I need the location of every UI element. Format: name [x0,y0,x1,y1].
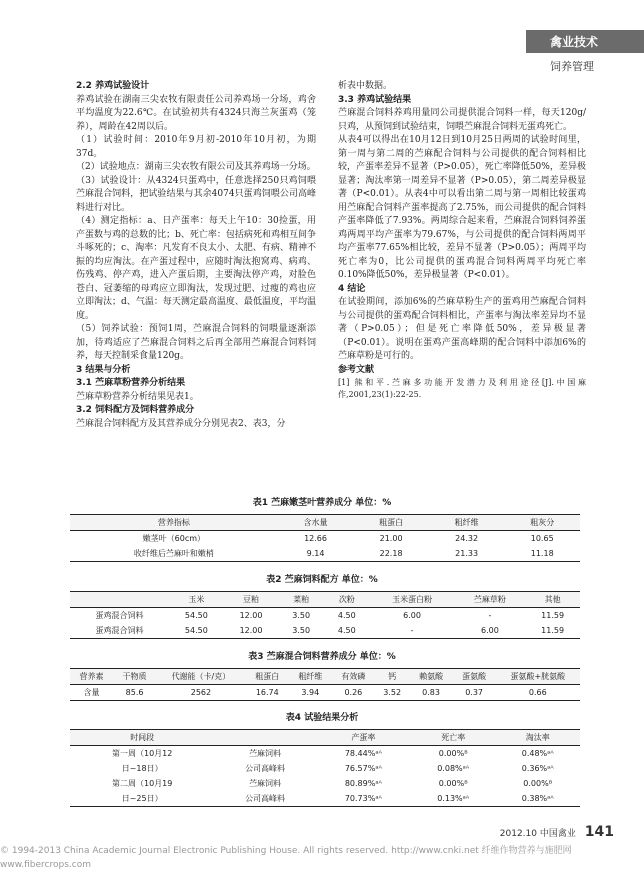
table-cell: 22.18 [353,546,429,562]
table-cell: 日~18日） [121,763,163,773]
table-header-cell: 死亡率 [411,730,495,746]
right-column-heading: 3.3 养鸡试验结果 [338,94,412,105]
left-column-heading: 3.2 饲料配方及饲料营养成分 [76,405,195,415]
table-cell: 0.08%ᵃᴬ [437,763,470,773]
table-header-cell: 苎麻草粉 [455,592,526,608]
table-header-cell: 营养素 [70,669,113,685]
table-cell: 公司高峰料 [245,763,286,773]
table-cell: 3.52 [375,685,410,701]
table-cell: 21.00 [379,533,403,543]
table-header-cell: 蛋氨酸+胱氨酸 [496,669,580,685]
table-header-cell: 粗蛋白 [246,669,289,685]
right-column-paragraph: 在试验期间，添加6%的苎麻草粉生产的蛋鸡用苎麻配合饲料与公司提供的蛋鸡配合饲料相比，产蛋率与淘汰率差异均不显著（P>0.05）；但是死亡率降低50%，差异极显著（P<0.01）。说明在蛋鸡产蛋高峰期的配合饲料中添加6%的苎麻草粉是可行的。 [338,297,586,361]
table-header-cell: 营养指标 [70,515,278,531]
left-column-paragraph: （1）试验时间：2010年9月初-2010年10月初，为期37d。 [76,135,316,159]
table-cell: 3.50 [292,610,311,620]
table-header-cell: 干物质 [113,669,156,685]
right-column [338,80,586,401]
table-cell: 苎麻饲料 [249,778,282,788]
table-cell: - [488,610,492,620]
left-column-paragraph: （3）试验设计：从4324只蛋鸡中，任意选择250只鸡饲喂苎麻混合饲料，把试验结果与其余4074只蛋鸡饲喂公司高峰料进行对比。 [76,175,316,213]
table-header-cell: 钙 [375,669,410,685]
table-cell: 0.00%ᴮ [523,778,553,788]
table-header-cell: 粗灰分 [504,515,580,531]
table-cell: 4.50 [337,610,356,620]
table-cell: 0.83 [410,685,453,701]
table-row [70,776,580,791]
journal-name: 中国禽业 [539,829,576,839]
table-cell: 78.44%ᵃᴬ [344,748,382,758]
table-cell: 9.14 [278,546,354,562]
table-cell: 蛋鸡混合饲料 [70,623,169,639]
table-cell: 12.00 [224,623,279,639]
table-cell: 24.32 [455,533,479,543]
table-row [70,608,580,624]
table-header-cell: 蛋氨酸 [453,669,496,685]
table-header-cell: 粗纤维 [429,515,505,531]
table-cell: 80.89%ᵃᴬ [344,778,382,788]
table-row [70,746,580,762]
table-header-cell: 粗蛋白 [353,515,429,531]
table-cell: 21.33 [429,546,505,562]
table-cell: 嫩茎叶（60cm） [142,533,206,543]
table-header-cell: 时间段 [70,730,214,746]
table-cell: 0.13%ᵃᴬ [411,791,495,807]
table4-title: 表4 试验结果分析 [285,713,359,723]
issue-date: 2012.10 [499,829,537,839]
table-cell: 16.74 [246,685,289,701]
table-cell: 4.50 [324,623,370,639]
table-row [70,685,580,701]
table-cell: 12.00 [239,610,263,620]
table-cell: 苎麻饲料 [249,748,282,758]
table-header-cell: 玉米蛋白粉 [370,592,455,608]
table3 [70,668,580,701]
table1 [70,514,580,562]
table-cell: 收纤维后苎麻叶和嫩梢 [70,546,278,562]
table-cell: 0.00%ᴮ [438,778,468,788]
page-number: 141 [584,824,614,840]
table-cell: 0.37 [453,685,496,701]
table-cell: - [370,623,455,639]
table-cell: 0.48%ᵃᴬ [521,748,554,758]
table-header-cell: 淘汰率 [495,730,580,746]
copyright-footer: © 1994-2013 China Academic Journal Electronic Publishing House. All rights reserved. http://www.cnki.net 纤维作物营养与施肥网 www.fibercrops.com [0,846,572,870]
table-cell: 11.59 [525,623,580,639]
table2 [70,591,580,639]
table-cell: 3.50 [278,623,324,639]
table-cell: 0.26 [332,685,375,701]
left-column-paragraph: （5）饲养试验：预饲1周，苎麻混合饲料的饲喂量逐渐添加，待鸡适应了苎麻混合饲料之后再全部用苎麻混合饲料饲养，每天控制采食量120g。 [76,324,316,361]
left-column-paragraph: （2）试验地点：湖南三尖农牧有限公司及其养鸡场一分场。 [76,162,316,172]
table-cell: 54.50 [184,610,208,620]
table-cell: 76.57%ᵃᴬ [344,763,382,773]
table-row [70,791,580,807]
left-column-heading: 3.1 苎麻草粉营养分析结果 [76,378,186,388]
table-cell: 第二周（10月19 [112,778,173,788]
table3-title: 表3 苎麻混合饲料营养成分 单位：% [248,652,396,662]
left-column-paragraph: 养鸡试验在湖南三尖农牧有限责任公司养鸡场一分场，鸡舍平均温度为22.6℃。在试验初共有4324只海兰灰蛋鸡（笼养），周龄在42周以后。 [76,94,316,132]
left-column-heading: 3 结果与分析 [76,364,131,375]
table-cell: 6.00 [403,610,421,620]
table-cell: 0.00%ᴮ [438,748,468,758]
table-header-cell: 有效磷 [332,669,375,685]
table-header-cell: 产蛋率 [316,730,411,746]
left-column-paragraph: 苎麻混合饲料配方及其营养成分分别见表2、表3，分 [76,418,286,429]
table-cell: 70.73%ᵃᴬ [316,791,411,807]
table-cell: 11.18 [504,546,580,562]
table-header-cell: 玉米 [169,592,224,608]
table-cell: 公司高峰料 [214,791,315,807]
table-header-cell: 次粉 [324,592,370,608]
table-cell: 0.36%ᵃᴬ [521,763,554,773]
table1-title: 表1 苎麻嫩茎叶营养成分 单位：% [252,498,392,508]
table-cell: 第一周（10月12 [112,748,173,758]
table2-title: 表2 苎麻饲料配方 单位：% [266,575,378,585]
table-cell: 蛋鸡混合饲料 [95,610,144,620]
table-header-cell: 豆粕 [224,592,279,608]
table-cell: 含量 [70,685,113,701]
table-cell: 日~25日） [70,791,214,807]
table-header-cell: 含水量 [278,515,354,531]
table-row [70,531,580,547]
table-header-cell: 赖氨酸 [410,669,453,685]
table-row [70,546,580,562]
table4 [70,729,580,807]
left-column-heading: 2.2 养鸡试验设计 [76,81,150,91]
left-column [76,80,316,431]
right-column-paragraph: 从表4可以得出在10月12日到10月25日两周的试验时间里，第一周与第二周的苎麻配合饲料与公司提供的配合饲料相比较，产蛋率差异不显著（P>0.05），死亡率降低50%，差异极显著；淘汰率第一周差异不显著（P>0.05），第二周差异极显著（P<0.01）。从表4中可以看出第二周与第一周相比较蛋鸡用苎麻配合饲料产蛋率提高了2.75%，而公司提供的配合饲料产蛋率降低了7.93%。两周综合起来看，苎麻混合饲料饲养蛋鸡两周平均产蛋率为79.67%，与公司提供的配合饲料两周平均产蛋率77.65%相比较，差异不显著（P>0.05）；两周平均死亡率为0，比公司提供的蛋鸡混合饲料两周平均死亡率0.10%降低50%，差异极显著（P<0.01）。 [338,135,586,280]
table-header-cell [214,730,315,746]
table-cell: 3.94 [289,685,332,701]
table-cell: 12.66 [304,533,327,543]
left-column-paragraph: 苎麻草粉营养分析结果见表1。 [76,391,199,402]
table-cell: 2562 [156,685,246,701]
table-header-cell: 代谢能（卡/克） [156,669,246,685]
table-cell: 6.00 [455,623,526,639]
section-header [526,30,644,76]
table-cell: 54.50 [169,623,224,639]
right-column-paragraph: 苎麻混合饲料养鸡用量同公司提供混合饲料一样，每天120g/只鸡，从预饲到试验结束，饲喂苎麻混合饲料无蛋鸡死亡。 [338,108,586,132]
page-info [500,822,614,843]
table-row [70,761,580,776]
table-row [70,623,580,639]
table-cell: 0.66 [496,685,580,701]
table-header-cell: 其他 [525,592,580,608]
table-cell: 0.38%ᵃᴬ [495,791,580,807]
right-column-heading: 4 结论 [338,283,366,294]
table-header-cell: 粗纤维 [289,669,332,685]
table-cell: 85.6 [113,685,156,701]
left-column-paragraph: （4）测定指标：a、日产蛋率：每天上午10：30捡蛋，用产蛋数与鸡的总数的比；b、死亡率：包括病死和鸡相互间争斗啄死的；c、淘率：凡发育不良太小、太肥、有病、精神不振的均应淘汰。在产蛋过程中，应随时淘汰抱窝鸡、病鸡、伤残鸡、停产鸡，进入产蛋后期，主要淘汰停产鸡，对脸色苍白、冠萎缩的母鸡应立即淘汰，发现过肥、过瘦的鸡也应立即淘汰；d、气温：每天测定最高温度、最低温度，平均温度。 [76,216,316,321]
reference-item: [1] 熊和平.苎麻多功能开发潜力及利用途径[J].中国麻作,2001,23(1):22-25. [338,378,586,399]
right-column-heading: 参考文献 [338,364,375,375]
table-cell: 10.65 [530,533,554,543]
table-header-cell [70,592,169,608]
subsection-title: 饲养管理 [550,60,594,73]
section-title: 禽业技术 [526,30,644,53]
table-cell: 11.59 [541,610,565,620]
table-header-cell: 菜粕 [278,592,324,608]
right-column-paragraph: 析表中数据。 [338,81,393,91]
